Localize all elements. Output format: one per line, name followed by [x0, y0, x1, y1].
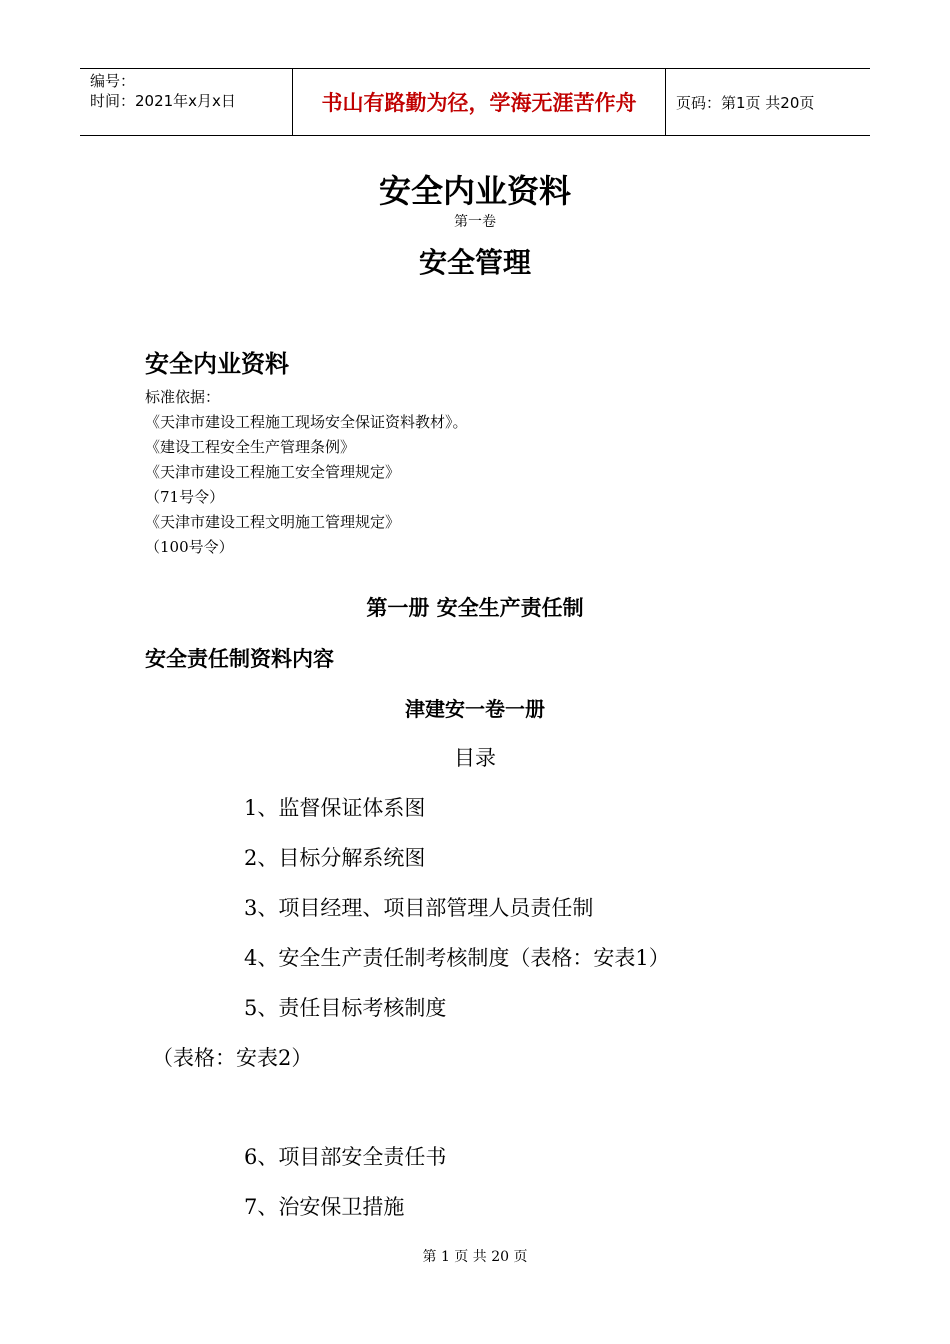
basis-line: 《天津市建设工程施工安全管理规定》	[145, 463, 401, 481]
basis-line: 标准依据：	[145, 388, 221, 406]
toc-item-continuation: （表格：安表2）	[152, 1046, 313, 1070]
header-motto: 书山有路勤为径，学海无涯苦作舟	[293, 69, 666, 135]
page-header	[80, 68, 870, 136]
basis-line: 《天津市建设工程文明施工管理规定》	[145, 513, 401, 531]
header-page-info: 页码：第1页 共20页	[676, 93, 815, 112]
section-title: 安全内业资料	[145, 350, 289, 378]
document-subtitle: 安全管理	[418, 246, 531, 279]
toc-item: 4、安全生产责任制考核制度（表格：安表1）	[244, 946, 670, 970]
toc-item: 1、监督保证体系图	[244, 796, 426, 820]
header-meta	[80, 69, 293, 135]
volume-section-title: 第一册 安全生产责任制	[366, 596, 584, 620]
document-title: 安全内业资料	[378, 172, 571, 210]
toc-item: 3、项目经理、项目部管理人员责任制	[244, 896, 594, 920]
page-footer: 第 1 页 共 20 页	[422, 1249, 528, 1265]
toc-item: 7、治安保卫措施	[244, 1195, 405, 1219]
toc-title: 目录	[454, 746, 496, 770]
header-number: 编号：	[90, 72, 136, 90]
toc-item: 5、责任目标考核制度	[244, 996, 447, 1020]
basis-line: 《建设工程安全生产管理条例》	[145, 438, 356, 456]
basis-line: （71号令）	[145, 488, 225, 506]
volume-label: 第一卷	[454, 214, 496, 230]
basis-line: （100号令）	[145, 538, 234, 556]
header-time: 时间：2021年x月x日	[90, 92, 236, 110]
code-title: 津建安一卷一册	[405, 697, 545, 721]
basis-line: 《天津市建设工程施工现场安全保证资料教材》。	[145, 413, 468, 431]
toc-item: 6、项目部安全责任书	[244, 1145, 447, 1169]
standards-basis	[145, 385, 468, 560]
toc-item: 2、目标分解系统图	[244, 846, 426, 870]
content-title: 安全责任制资料内容	[145, 647, 334, 671]
